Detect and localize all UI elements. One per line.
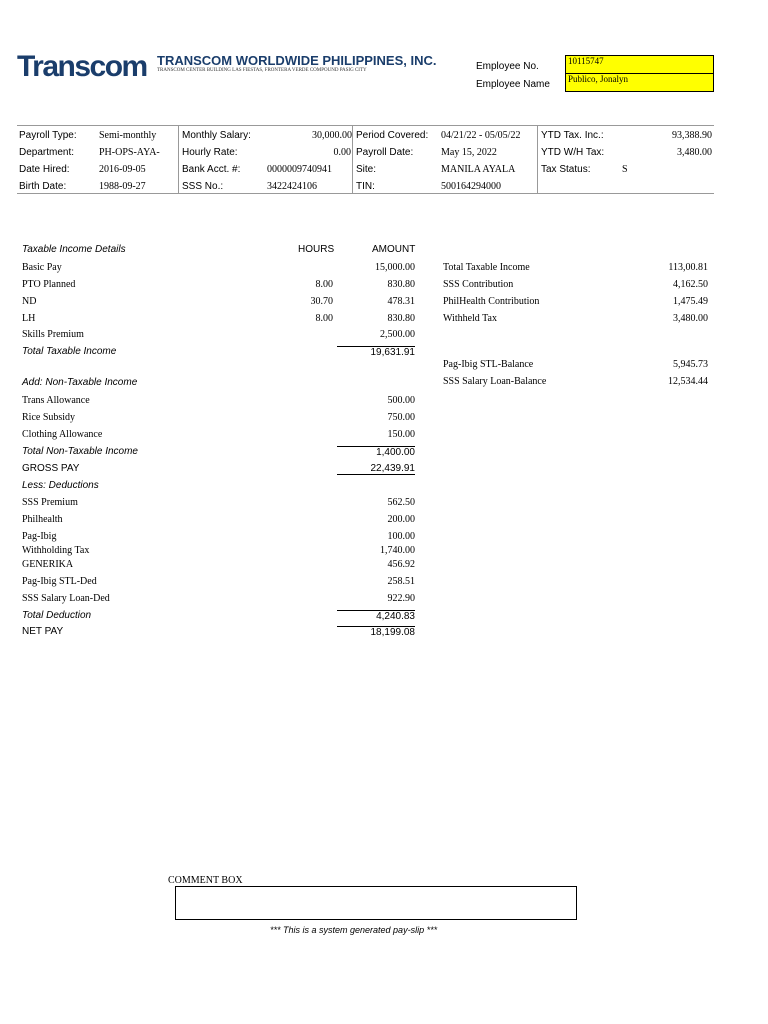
gross-pay-label: GROSS PAY bbox=[22, 463, 80, 474]
taxable-income-title: Taxable Income Details bbox=[22, 244, 126, 255]
birth-date-label: Birth Date: bbox=[19, 181, 67, 192]
tin-value: 500164294000 bbox=[441, 181, 501, 192]
loan-balance-label: SSS Salary Loan-Balance bbox=[443, 376, 547, 387]
hours-header: HOURS bbox=[298, 244, 335, 255]
comment-box[interactable] bbox=[175, 886, 577, 920]
system-generated-note: *** This is a system generated pay-slip *** bbox=[270, 925, 438, 935]
total-taxable-value: 19,631.91 bbox=[337, 346, 415, 358]
payroll-date-value: May 15, 2022 bbox=[441, 147, 497, 158]
deduction-item-amount: 200.00 bbox=[387, 514, 415, 525]
taxable-item-label: Basic Pay bbox=[22, 262, 62, 273]
taxable-item-amount: 2,500.00 bbox=[380, 329, 415, 340]
ytd-tax-inc-value: 93,388.90 bbox=[672, 130, 712, 141]
site-label: Site: bbox=[356, 164, 377, 175]
period-covered-value: 04/21/22 - 05/05/22 bbox=[441, 130, 521, 141]
deduction-item-amount: 456.92 bbox=[387, 559, 415, 570]
taxable-item-amount: 830.80 bbox=[387, 279, 415, 290]
deduction-item-label: Withholding Tax bbox=[22, 545, 90, 556]
total-deduction-value: 4,240.83 bbox=[337, 610, 415, 622]
tax-status-value: S bbox=[622, 164, 628, 175]
taxable-item-hours: 30.70 bbox=[310, 296, 333, 307]
department-value: PH-OPS-AYA- bbox=[99, 147, 160, 158]
nontaxable-item-label: Rice Subsidy bbox=[22, 412, 76, 423]
employee-name-field: Publico, Jonalyn bbox=[565, 73, 714, 92]
net-pay-value: 18,199.08 bbox=[337, 626, 415, 638]
nontaxable-item-amount: 500.00 bbox=[387, 395, 415, 406]
comment-box-label: COMMENT BOX bbox=[168, 875, 243, 886]
amount-header: AMOUNT bbox=[372, 244, 416, 255]
deduction-item-label: Philhealth bbox=[22, 514, 63, 525]
period-covered-label: Period Covered: bbox=[356, 130, 429, 141]
taxable-item-label: Skills Premium bbox=[22, 329, 84, 340]
company-address: TRANSCOM CENTER BUILDING LAS FIESTAS, FRONTERA VERDE COMPOUND PASIG CITY bbox=[157, 68, 367, 73]
deduction-item-label: Pag-Ibig STL-Ded bbox=[22, 576, 97, 587]
nontaxable-item-label: Trans Allowance bbox=[22, 395, 90, 406]
loan-balance-amount: 12,534.44 bbox=[668, 376, 708, 387]
loan-balance-amount: 5,945.73 bbox=[673, 359, 708, 370]
department-label: Department: bbox=[19, 147, 75, 158]
loan-balance-label: Pag-Ibig STL-Balance bbox=[443, 359, 534, 370]
deduction-item-label: SSS Salary Loan-Ded bbox=[22, 593, 110, 604]
ytd-item-amount: 3,480.00 bbox=[673, 313, 708, 324]
deductions-title: Less: Deductions bbox=[22, 480, 99, 491]
nontaxable-title: Add: Non-Taxable Income bbox=[22, 377, 138, 388]
gross-pay-value: 22,439.91 bbox=[337, 463, 415, 475]
company-logo: Transcom bbox=[17, 50, 147, 83]
employee-no-label: Employee No. bbox=[476, 61, 539, 72]
employee-name-label: Employee Name bbox=[476, 79, 550, 90]
deduction-item-amount: 258.51 bbox=[387, 576, 415, 587]
bank-acct-value: 0000009740941 bbox=[267, 164, 332, 175]
sss-no-value: 3422424106 bbox=[267, 181, 317, 192]
deduction-item-label: Pag-Ibig bbox=[22, 531, 57, 542]
taxable-item-amount: 15,000.00 bbox=[375, 262, 415, 273]
bank-acct-label: Bank Acct. #: bbox=[182, 164, 241, 175]
nontaxable-item-amount: 750.00 bbox=[387, 412, 415, 423]
taxable-item-amount: 830.80 bbox=[387, 313, 415, 324]
tin-label: TIN: bbox=[356, 181, 375, 192]
ytd-item-label: Withheld Tax bbox=[443, 313, 497, 324]
taxable-item-amount: 478.31 bbox=[387, 296, 415, 307]
nontaxable-item-amount: 150.00 bbox=[387, 429, 415, 440]
deduction-item-amount: 100.00 bbox=[387, 531, 415, 542]
ytd-wh-tax-value: 3,480.00 bbox=[677, 147, 712, 158]
monthly-salary-label: Monthly Salary: bbox=[182, 130, 251, 141]
payroll-type-value: Semi-monthly bbox=[99, 130, 157, 141]
deduction-item-amount: 562.50 bbox=[387, 497, 415, 508]
ytd-tax-inc-label: YTD Tax. Inc.: bbox=[541, 130, 604, 141]
site-value: MANILA AYALA bbox=[441, 164, 516, 175]
taxable-item-label: PTO Planned bbox=[22, 279, 76, 290]
nontaxable-item-label: Clothing Allowance bbox=[22, 429, 103, 440]
ytd-item-label: Total Taxable Income bbox=[443, 262, 530, 273]
hourly-rate-value: 0.00 bbox=[333, 147, 351, 158]
date-hired-value: 2016-09-05 bbox=[99, 164, 146, 175]
ytd-item-label: SSS Contribution bbox=[443, 279, 514, 290]
payroll-type-label: Payroll Type: bbox=[19, 130, 77, 141]
ytd-item-amount: 1,475.49 bbox=[673, 296, 708, 307]
net-pay-label: NET PAY bbox=[22, 626, 64, 637]
total-taxable-label: Total Taxable Income bbox=[22, 346, 117, 357]
deduction-item-amount: 1,740.00 bbox=[380, 545, 415, 556]
deduction-item-label: GENERIKA bbox=[22, 559, 74, 570]
total-deduction-label: Total Deduction bbox=[22, 610, 92, 621]
deduction-item-label: SSS Premium bbox=[22, 497, 78, 508]
taxable-item-label: ND bbox=[22, 296, 37, 307]
ytd-item-label: PhilHealth Contribution bbox=[443, 296, 540, 307]
company-name: TRANSCOM WORLDWIDE PHILIPPINES, INC. bbox=[157, 53, 437, 68]
taxable-item-hours: 8.00 bbox=[315, 313, 333, 324]
employee-no-field: 10115747 bbox=[565, 55, 714, 74]
taxable-item-label: LH bbox=[22, 313, 36, 324]
payroll-date-label: Payroll Date: bbox=[356, 147, 414, 158]
sss-no-label: SSS No.: bbox=[182, 181, 224, 192]
tax-status-label: Tax Status: bbox=[541, 164, 591, 175]
taxable-item-hours: 8.00 bbox=[315, 279, 333, 290]
birth-date-value: 1988-09-27 bbox=[99, 181, 146, 192]
deduction-item-amount: 922.90 bbox=[387, 593, 415, 604]
date-hired-label: Date Hired: bbox=[19, 164, 70, 175]
total-nontaxable-value: 1,400.00 bbox=[337, 446, 415, 458]
total-nontaxable-label: Total Non-Taxable Income bbox=[22, 446, 138, 457]
ytd-item-amount: 4,162.50 bbox=[673, 279, 708, 290]
ytd-wh-tax-label: YTD W/H Tax: bbox=[541, 147, 605, 158]
hourly-rate-label: Hourly Rate: bbox=[182, 147, 238, 158]
monthly-salary-value: 30,000.00 bbox=[312, 130, 352, 141]
ytd-item-amount: 113,00.81 bbox=[668, 262, 708, 273]
